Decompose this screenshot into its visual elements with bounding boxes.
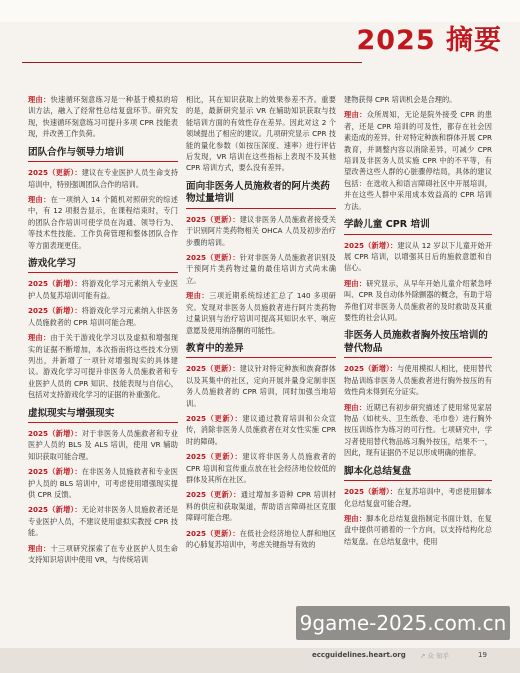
paragraph — [28, 305, 178, 328]
paragraph-label: 理由： — [28, 333, 51, 343]
paragraph-label: 2025（更新）： — [186, 214, 240, 224]
paragraph-text: 建议从 12 岁以下儿童开始开展 CPR 培训，以增强其日后的施救意愿和自信心。 — [344, 240, 493, 273]
paragraph — [344, 486, 492, 509]
paragraph-text: 在复苏培训中，考虑使用脚本化总结复盘可能合理。 — [344, 487, 492, 508]
paragraph — [28, 428, 178, 462]
paragraph-text: 建议将非医务人员施救者的 CPR 培训和宣传重点放在社会经济地位较低的群体及其所在社区。 — [186, 452, 336, 485]
page-title: 2025 摘要 — [356, 25, 502, 56]
paragraph — [28, 167, 178, 190]
paragraph — [28, 466, 178, 500]
paragraph-label: 理由： — [28, 95, 51, 104]
paragraph-label: 2025（更新）： — [186, 452, 243, 462]
paragraph — [28, 543, 178, 566]
paragraph-label: 理由： — [28, 194, 51, 204]
paragraph-text: 在一项纳入 14 个随机对照研究的综述中，有 12 项报告显示，在课程结束时，专门的团队合作培训可使学员在沟通、领导行为、等技术性技能、工作负荷管理和整体团队合作等方面表现更佳。 — [28, 194, 178, 250]
paragraph-text: 对于非医务人员施救者和专业医护人员的 BLS 及 ALS 培训，使用 VR 辅助知识获取可能合理。 — [28, 429, 178, 461]
section-heading: 虚拟现实与增强现实 — [28, 408, 178, 424]
paragraph-label: 理由： — [344, 278, 367, 288]
paragraph-text: 建议针对特定种族和族裔群体以及其集中的社区，定向开展并量身定制非医务人员施救者的 CPR 培训，同时加强当地培训。 — [186, 364, 336, 408]
column-left — [28, 94, 178, 570]
paragraph-label: 2025（新增）： — [344, 364, 398, 374]
paragraph-label: 2025（更新）： — [28, 168, 82, 178]
paragraph-text: 相比，其在知识获取上的效果参差不齐。重要的是，最新研究显示 VR 在辅助知识获取与技能培训方面的有效性存在差异。因此对这 2 个领域提出了相应的建议。几项研究显示 CPR 技能的量化参数（如按压深度、速率）进行评估后发现，VR 培训在这些指标上表现不及其他 CPR 培训方式，要么没有差异。 — [186, 95, 336, 173]
paragraph-text: 建物获得 CPR 培训机会是合理的。 — [344, 95, 457, 104]
paragraph-text: 研究显示，从早年开始儿童介绍紧急呼叫、CPR 及自动体外除颤器的概念，有助于培养他们对非医务人员施救者的及时救助及其重要性的社会认同。 — [344, 278, 492, 322]
paragraph-label: 理由： — [344, 513, 367, 523]
paragraph-label: 2025（新增）： — [344, 487, 398, 497]
paragraph-label: 理由： — [344, 402, 367, 412]
section-heading: 脚本化总结复盘 — [344, 466, 492, 482]
paragraph-label: 理由： — [186, 291, 210, 301]
paragraph-text: 三项近期系统综述汇总了 140 多项研究。发现对非医务人员施救者进行阿片类药物过量识别与治疗培训可提高其知识水平、响应意愿及使用纳洛酮的可能性。 — [186, 291, 336, 335]
paragraph-label: 2025（更新）： — [186, 528, 240, 538]
paragraph — [186, 413, 336, 447]
paragraph — [186, 489, 336, 523]
paragraph — [186, 214, 336, 248]
paragraph-text: 快速循环刻意练习是一种基于模拟的培训方法，融入了经常性总结复盘环节。研究发现，快速循环刻意练习可提升多项 CPR 技能表现，并改善工作负荷。 — [28, 95, 178, 139]
paragraph-label: 2025（更新）： — [186, 253, 240, 263]
paragraph-label: 2025（新增）： — [28, 306, 82, 316]
section-heading: 团队合作与领导力培训 — [28, 147, 178, 163]
paragraph — [28, 194, 178, 251]
section-heading: 游戏化学习 — [28, 258, 178, 274]
footer-url: eccguidelines.heart.org — [312, 651, 406, 659]
paragraph-text: 通过增加多语种 CPR 培训材料的供应和获取渠道，帮助语言障碍社区克服障碍可能合理。 — [186, 490, 336, 523]
section-heading: 教育中的差异 — [186, 343, 336, 359]
paragraph — [186, 528, 336, 551]
paragraph — [344, 278, 492, 324]
paragraph — [344, 363, 492, 397]
paragraph-label: 理由： — [344, 110, 367, 120]
paragraph — [28, 332, 178, 400]
paragraph-text: 在非医务人员施救者和专业医护人员的 BLS 培训中，可考虑使用增强现实提供 CPR 反馈。 — [28, 467, 178, 500]
column-middle — [186, 94, 336, 555]
paragraph — [344, 94, 492, 105]
paragraph-text: 建议在专业医护人员生命支持培训中，特别强调团队合作的培训。 — [28, 168, 178, 189]
paragraph-text: 无论对非医务人员施救者还是专业医护人员，不建议使用虚拟实教授 CPR 技能。 — [28, 505, 178, 538]
title-rule — [22, 62, 362, 63]
paragraph-label: 2025（新增）： — [28, 279, 82, 289]
paragraph — [344, 513, 492, 547]
paragraph-label: 2025（更新）： — [186, 490, 241, 500]
watermark-overlay: 9game-2025.com.cn — [296, 606, 510, 640]
paragraph-label: 2025（新增）： — [28, 467, 82, 477]
paragraph — [186, 451, 336, 485]
paragraph — [344, 240, 492, 274]
paragraph-text: 将游戏化学习元素纳入非医务人员施救者的 CPR 培训可能合理。 — [28, 306, 178, 327]
paragraph — [344, 109, 492, 212]
paragraph-label: 2025（新增）： — [344, 240, 398, 250]
paragraph — [344, 402, 492, 459]
paragraph-text: 众所周知，无论是院外接受 CPR 的患者，还是 CPR 培训的可及性，都存在社会因素造成的差异。针对特定种族和群体开展 CPR 教育，并调整内容以消除差异，可减少 CPR 培训及非医务人员实施 CPR 中的不平等，有望改善这些人群的心脏骤停结局，具体的建议包括：在选收入和语言障碍社区中开展培训，并在这些人群中采用成本效益高的 CPR 培训方法。 — [344, 110, 492, 211]
paragraph-text: 十三项研究探索了在专业医护人员生命支持知识培训中使用 VR，与传统培训 — [28, 543, 178, 565]
paragraph-text: 近期已有初步研究描述了使用常见家居物品（如枕头、卫生纸卷、毛巾卷）进行胸外按压训练作为练习的可行性。七项研究中，学习者使用替代物品练习胸外按压，结果不一，因此，现有证据仍不足以形成明确的推荐。 — [344, 402, 492, 458]
paragraph — [28, 278, 178, 301]
paragraph-text: 将游戏化学习元素纳入专业医护人员复苏培训可能有益。 — [28, 279, 178, 300]
paragraph-text: 脚本化总结复盘指制定书面计划，在复盘中提供可循着的一个方向，以支持结构化总结复盘。在总结复盘中，使用 — [344, 513, 492, 546]
paragraph-label: 2025（新增）： — [28, 505, 82, 515]
paragraph-label: 理由： — [28, 543, 51, 553]
paragraph-text: 建议非医务人员施救者接受关于识别阿片类药物相关 OHCA 人员及初步治疗步骤的培训。 — [186, 214, 336, 247]
column-right — [344, 94, 492, 551]
page-number: 19 — [478, 651, 487, 659]
paragraph — [28, 94, 178, 140]
paragraph-text: 由于关于游戏化学习以及虚拟和增强现实的证据不断增加，本次指南将这些技术分别列出，并新增了一项针对增强现实的具体建议。游戏化学习可提升非医务人员施救者和专业医护人员的 CPR 知识、技能表现与自信心，包括对支持游戏化学习的证据的补重强化。 — [28, 333, 178, 400]
paragraph-label: 2025（更新）： — [186, 364, 240, 374]
paragraph-text: 建议通过教育培训和公众宣传，消除非医务人员施救者在对女性实施 CPR 时的障碍。 — [186, 414, 336, 446]
paragraph — [186, 252, 336, 286]
paragraph — [186, 290, 336, 336]
paragraph-text: 针对非医务人员施救者识别及干预阿片类药物过量的最佳培训方式尚未确立。 — [186, 253, 336, 285]
section-heading: 非医务人员施救者胸外按压培训的替代物品 — [344, 330, 492, 358]
paragraph — [186, 363, 336, 409]
paragraph — [28, 504, 178, 538]
source-mark: ↗ 众 知乎 — [420, 652, 450, 660]
paragraph-text: 与使用模拟人相比，使用替代物品训练非医务人员施救者进行胸外按压的有效性尚未得到充分证实。 — [344, 364, 492, 397]
paragraph — [186, 94, 336, 174]
section-heading: 面向非医务人员施救者的阿片类药物过量培训 — [186, 181, 336, 209]
paragraph-label: 2025（新增）： — [28, 429, 82, 439]
paragraph-text: 在低社会经济地位人群和地区的心肺复苏培训中，考虑关键指导有效的 — [186, 528, 336, 550]
section-heading: 学龄儿童 CPR 培训 — [344, 219, 492, 235]
paragraph-label: 2025（更新）： — [186, 414, 243, 424]
